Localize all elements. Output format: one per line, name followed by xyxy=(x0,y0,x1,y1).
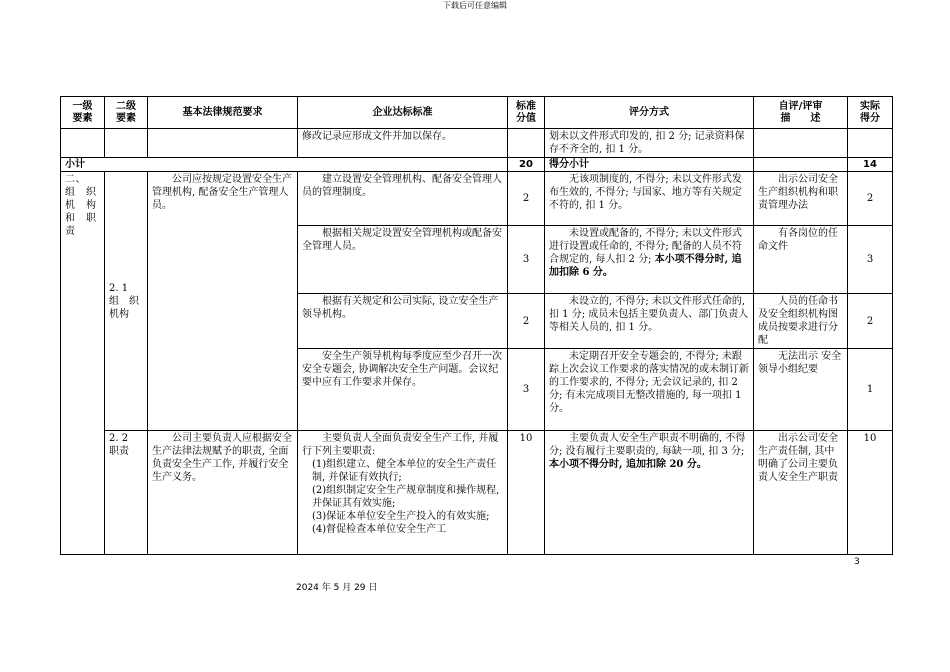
method-cell: 主要负责人安全生产职责不明确的, 不得分; 没有履行主要职责的, 每缺一项, 扣 3 分; 本小项不得分时, 追加扣除 20 分。 xyxy=(545,431,754,555)
score-cell: 2 xyxy=(508,294,545,349)
standard-item: (1)组织建立、健全本单位的安全生产责任制, 并保证有效执行; xyxy=(312,459,497,483)
page-number: 3 xyxy=(854,557,860,567)
standard-cell: 根据有关规定和公司实际, 设立安全生产领导机构。 xyxy=(298,294,508,349)
page-date: 2024 年 5 月 29 日 xyxy=(296,583,378,593)
standard-item: (4)督促检查本单位安全生产工 xyxy=(312,524,447,535)
standards-table xyxy=(60,96,893,555)
actual-score-cell: 2 xyxy=(848,172,893,226)
standard-item: (2)组织制定安全生产规章制度和操作规程, 并保证其有效实施; xyxy=(312,485,500,509)
col-header-actual: 实际 得分 xyxy=(848,97,893,129)
self-eval-cell: 人员的任命书及安全组织机构图成员按要求进行分配 xyxy=(754,294,848,349)
col-header-level2: 二级 要素 xyxy=(105,97,148,129)
score-cell: 2 xyxy=(508,172,545,226)
self-eval-cell: 无法出示 安全领导小组纪要 xyxy=(754,349,848,431)
method-cell: 无该项制度的, 不得分; 未以文件形式发布生效的, 不得分; 与国家、地方等有关规定不符的, 扣 1 分。 xyxy=(545,172,754,226)
subtotal-method: 得分小计 xyxy=(545,158,754,172)
standard-cell-duty xyxy=(298,431,508,555)
table-row xyxy=(61,172,893,226)
subtotal-score: 20 xyxy=(508,158,545,172)
standard-cell: 根据相关规定设置安全管理机构或配备安全管理人员。 xyxy=(298,226,508,294)
level1-element: 二、 组 织 机 构 和 职 责 xyxy=(61,172,105,555)
standard-cell: 建立设置安全管理机构、配备安全管理人员的管理制度。 xyxy=(298,172,508,226)
score-cell: 3 xyxy=(508,226,545,294)
law-requirement-org: 公司应按规定设置安全生产管理机构, 配备安全生产管理人员。 xyxy=(148,172,298,431)
level2-element-org: 2. 1 组 织 机构 xyxy=(105,172,148,431)
carry-over-row xyxy=(61,129,893,158)
score-cell: 3 xyxy=(508,349,545,431)
method-cell: 未定期召开安全专题会的, 不得分; 未跟踪上次会议工作要求的落实情况的或未制订新的工作要求的, 不得分; 无会议记录的, 扣 2 分; 有未完成项目无整改措施的, 每一项扣 1 分。 xyxy=(545,349,754,431)
actual-score-cell: 10 xyxy=(848,431,893,555)
method-cell: 未设置或配备的, 不得分; 未以文件形式进行设置或任命的, 不得分; 配备的人员不符合规定的, 每人扣 2 分; 本小项不得分时, 追加扣除 6 分。 xyxy=(545,226,754,294)
standard-intro: 主要负责人全面负责安全生产工作, 并履行下列主要职责: xyxy=(302,433,499,457)
table-header-row xyxy=(61,97,893,129)
self-eval-cell: 出示公司安全生产责任制, 其中明确了公司主要负责人安全生产职责 xyxy=(754,431,848,555)
standard-cell: 安全生产领导机构每季度应至少召开一次安全专题会, 协调解决安全生产问题。会议纪要中应有工作要求并保存。 xyxy=(298,349,508,431)
carry-standard: 修改记录应形成文件并加以保存。 xyxy=(298,129,508,158)
standard-item: (3)保证本单位安全生产投入的有效实施; xyxy=(312,511,490,522)
col-header-level1: 一级 要素 xyxy=(61,97,105,129)
col-header-score: 标准 分值 xyxy=(508,97,545,129)
page-header-note: 下载后可任意编辑 xyxy=(443,1,507,10)
self-eval-cell: 有各岗位的任命文件 xyxy=(754,226,848,294)
self-eval-cell: 出示公司安全生产组织机构和职责管理办法 xyxy=(754,172,848,226)
col-header-law: 基本法律规范要求 xyxy=(148,97,298,129)
score-cell: 10 xyxy=(508,431,545,555)
actual-score-cell: 3 xyxy=(848,226,893,294)
method-cell: 未设立的, 不得分; 未以文件形式任命的, 扣 1 分; 成员未包括主要负责人、部门负责人等相关人员的, 扣 1 分。 xyxy=(545,294,754,349)
subtotal-actual: 14 xyxy=(848,158,893,172)
table-row xyxy=(61,431,893,555)
carry-method: 划未以文件形式印发的, 扣 2 分; 记录资料保存不齐全的, 扣 1 分。 xyxy=(545,129,754,158)
col-header-self-eval: 自评/评审 描 述 xyxy=(754,97,848,129)
subtotal-row xyxy=(61,158,893,172)
actual-score-cell: 1 xyxy=(848,349,893,431)
col-header-standard: 企业达标标准 xyxy=(298,97,508,129)
col-header-method: 评分方式 xyxy=(545,97,754,129)
actual-score-cell: 2 xyxy=(848,294,893,349)
subtotal-label: 小计 xyxy=(61,158,508,172)
law-requirement-duty: 公司主要负责人应根据安全生产法律法规赋予的职责, 全面负责安全生产工作, 并履行安全生产义务。 xyxy=(148,431,298,555)
level2-element-duty: 2. 2 职责 xyxy=(105,431,148,555)
